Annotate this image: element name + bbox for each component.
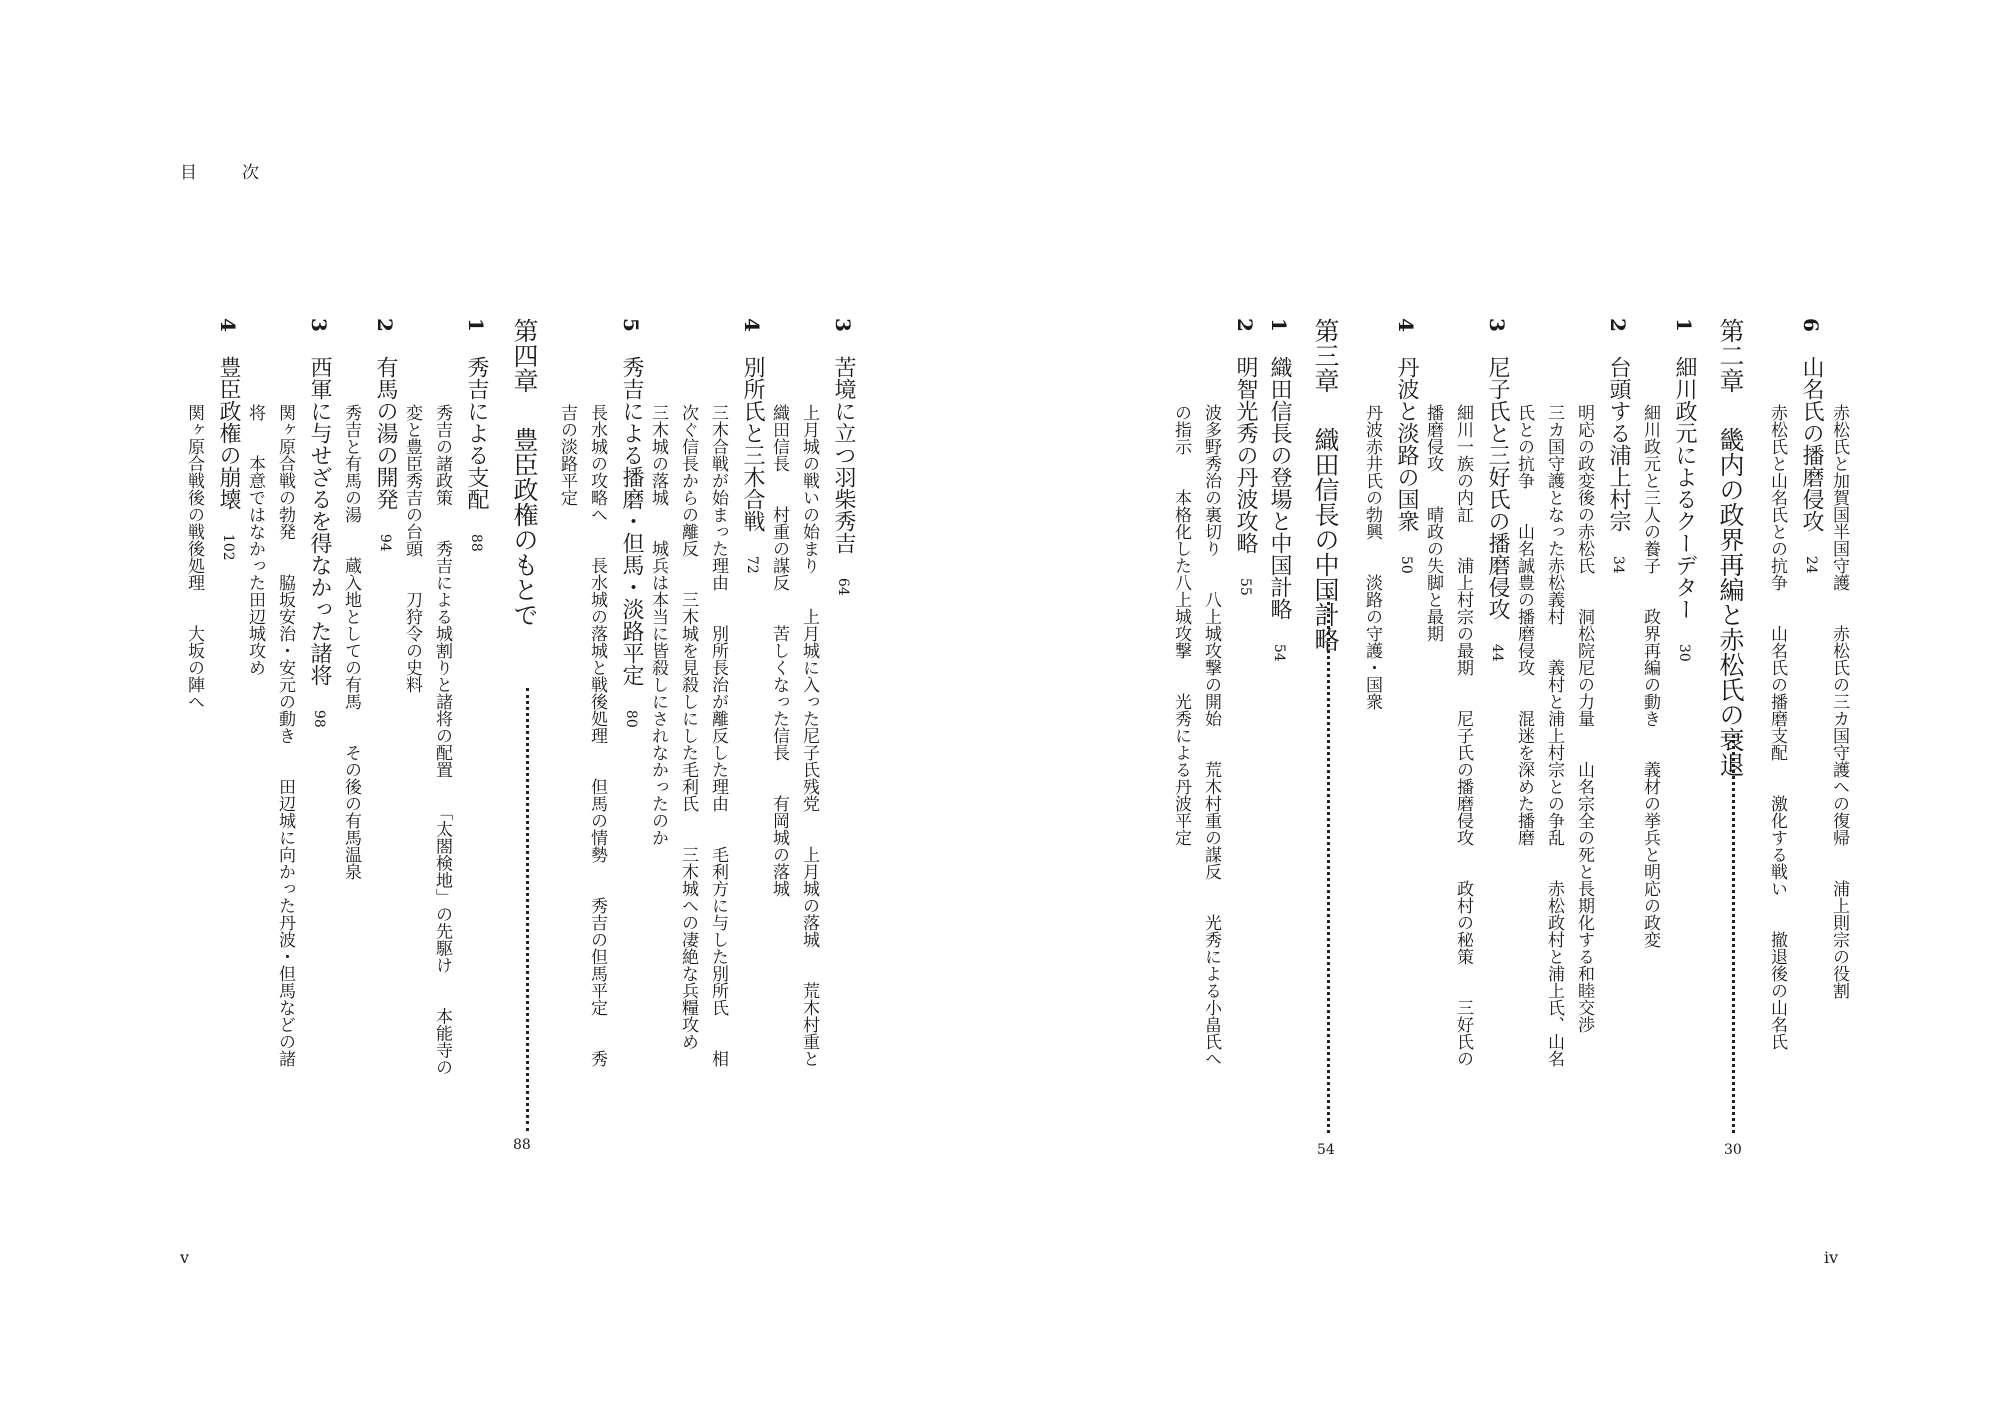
entry-title: 細川政元によるクーデター	[1672, 355, 1697, 620]
toc-entry[interactable]: 4別所氏と三木合戦72	[740, 318, 765, 574]
toc-subline: 三木合戦が始まった理由 別所長治が離反した理由 毛利方に与した別所氏 相	[708, 404, 728, 1067]
toc-subline: 関ヶ原合戦の勃発 脇坂安治・安元の動き 田辺城に向かった丹波・但馬などの諸	[275, 404, 295, 1067]
page-number: 54	[1317, 1142, 1335, 1158]
right-page	[1000, 0, 2000, 1414]
page-number: 98	[311, 709, 327, 728]
entry-title: 秀吉による播磨・但馬・淡路平定	[619, 355, 644, 686]
toc-subline: 次ぐ信長からの離反 三木城を見殺しにした毛利氏 三木城への凄絶な兵糧攻め	[678, 404, 698, 1050]
entry-title: 豊臣政権の崩壊	[216, 355, 241, 510]
toc-subline: 波多野秀治の裏切り 八上城攻撃の開始 荒木村重の謀反 光秀による小畠氏へ	[1201, 404, 1221, 1067]
toc-entry[interactable]: 2台頭する浦上村宗34	[1606, 318, 1631, 574]
toc-subline: 将 本意ではなかった田辺城攻め	[245, 404, 265, 676]
toc-entry[interactable]: 6山名氏の播磨侵攻24	[1799, 318, 1824, 574]
page-number: 54	[1271, 643, 1287, 662]
page-number: 64	[835, 577, 851, 596]
dot-leader	[522, 688, 529, 1131]
toc-subline: 細川政元と三人の養子 政界再編の動き 義材の挙兵と明応の政変	[1640, 404, 1660, 948]
toc-entry[interactable]: 1細川政元によるクーデター30	[1672, 318, 1697, 662]
toc-entry[interactable]: 3西軍に与せざるを得なかった諸将98	[307, 318, 332, 728]
chapter-heading[interactable]	[1718, 318, 1743, 777]
entry-title: 明智光秀の丹波攻略	[1233, 355, 1258, 554]
page-number: 72	[744, 555, 760, 574]
toc-subline: 秀吉と有馬の湯 蔵入地としての有馬 その後の有馬温泉	[341, 404, 361, 880]
page-number: 24	[1803, 555, 1819, 574]
entry-title: 尼子氏と三好氏の播磨侵攻	[1485, 355, 1510, 620]
toc-subline: 織田信長 村重の謀反 苦しくなった信長 有岡城の落城	[769, 404, 789, 897]
page-number: 50	[1398, 555, 1414, 574]
folio: iv	[1824, 1248, 1839, 1267]
toc-subline: 細川一族の内訌 浦上村宗の最期 尼子氏の播磨侵攻 政村の秘策 三好氏の	[1453, 404, 1473, 1067]
page-number: 88	[513, 1137, 531, 1153]
toc-subline: 秀吉の諸政策 秀吉による城割りと諸将の配置 「太閤検地」の先駆け 本能寺の	[432, 404, 452, 1076]
toc-subline: 赤松氏と加賀国半国守護 赤松氏の三カ国守護への復帰 浦上則宗の役割	[1829, 404, 1849, 999]
page-number: 80	[623, 709, 639, 728]
chapter-label: 第二章	[1716, 318, 1745, 393]
toc-subline: 三木城の落城 城兵は本当に皆殺しにされなかったのか	[648, 404, 668, 846]
running-head: 目 次	[180, 163, 273, 183]
toc-subline: 上月城の戦いの始まり 上月城に入った尼子氏残党 上月城の落城 荒木村重と	[799, 404, 819, 1067]
page-number: 30	[1676, 643, 1692, 662]
entry-title: 苦境に立つ羽柴秀吉	[831, 355, 856, 554]
chapter-heading[interactable]	[512, 318, 537, 627]
toc-subline: 明応の政変後の赤松氏 洞松院尼の力量 山名宗全の死と長期化する和睦交渉	[1574, 404, 1594, 1033]
toc-entry[interactable]: 2有馬の湯の開発94	[373, 318, 398, 552]
toc-subline: 三カ国守護となった赤松義村 義村と浦上村宗との争乱 赤松政村と浦上氏、山名	[1544, 404, 1564, 1067]
toc-entry[interactable]: 5秀吉による播磨・但馬・淡路平定80	[619, 318, 644, 728]
toc-subline: 氏との抗争 山名誠豊の播磨侵攻 混迷を深めた播磨	[1514, 404, 1534, 846]
page-number: 94	[377, 533, 393, 552]
page-number: 34	[1610, 555, 1626, 574]
toc-subline: 変と豊臣秀吉の台頭 刀狩令の史料	[402, 404, 422, 693]
toc-subline: 丹波赤井氏の勃興 淡路の守護・国衆	[1362, 404, 1382, 710]
entry-title: 別所氏と三木合戦	[740, 355, 765, 532]
chapter-label: 第四章	[510, 318, 539, 393]
toc-entry[interactable]: 2明智光秀の丹波攻略55	[1233, 318, 1258, 596]
toc-subline: の指示 本格化した八上城攻撃 光秀による丹波平定	[1171, 404, 1191, 846]
entry-title: 秀吉による支配	[464, 355, 489, 510]
chapter-title: 織田信長の中国計略	[1311, 427, 1340, 652]
toc-subline: 赤松氏と山名氏との抗争 山名氏の播磨支配 激化する戦い 撤退後の山名氏	[1767, 404, 1787, 1050]
toc-entry[interactable]: 4丹波と淡路の国衆50	[1394, 318, 1419, 574]
toc-entry[interactable]: 3苦境に立つ羽柴秀吉64	[831, 318, 856, 596]
toc-subline: 播磨侵攻 晴政の失脚と最期	[1423, 404, 1443, 642]
entry-title: 丹波と淡路の国衆	[1394, 355, 1419, 532]
toc-entry[interactable]: 3尼子氏と三好氏の播磨侵攻44	[1485, 318, 1510, 662]
entry-title: 西軍に与せざるを得なかった諸将	[307, 355, 332, 686]
toc-subline: 吉の淡路平定	[557, 404, 577, 506]
page-number: 88	[468, 533, 484, 552]
chapter-label: 第三章	[1311, 318, 1340, 393]
chapter-title: 畿内の政界再編と赤松氏の衰退	[1716, 427, 1745, 777]
page-number: 55	[1237, 577, 1253, 596]
entry-title: 台頭する浦上村宗	[1606, 355, 1631, 532]
toc-entry[interactable]: 1織田信長の登場と中国計略54	[1267, 318, 1292, 662]
folio: v	[180, 1248, 190, 1267]
toc-subline: 長水城の攻略へ 長水城の落城と戦後処理 但馬の情勢 秀吉の但馬平定 秀	[587, 404, 607, 1067]
entry-title: 織田信長の登場と中国計略	[1267, 355, 1292, 620]
toc-subline: 関ヶ原合戦後の戦後処理 大坂の陣へ	[184, 404, 204, 710]
page-number: 102	[220, 533, 236, 561]
entry-title: 有馬の湯の開発	[373, 355, 398, 510]
toc-entry[interactable]: 1秀吉による支配88	[464, 318, 489, 552]
dot-leader	[1728, 735, 1735, 1133]
toc-entry[interactable]: 4豊臣政権の崩壊102	[216, 318, 241, 561]
page-number: 44	[1489, 643, 1505, 662]
dot-leader	[1323, 595, 1330, 1133]
entry-title: 山名氏の播磨侵攻	[1799, 355, 1824, 532]
page-number: 30	[1724, 1142, 1742, 1158]
chapter-title: 豊臣政権のもとで	[510, 427, 539, 627]
